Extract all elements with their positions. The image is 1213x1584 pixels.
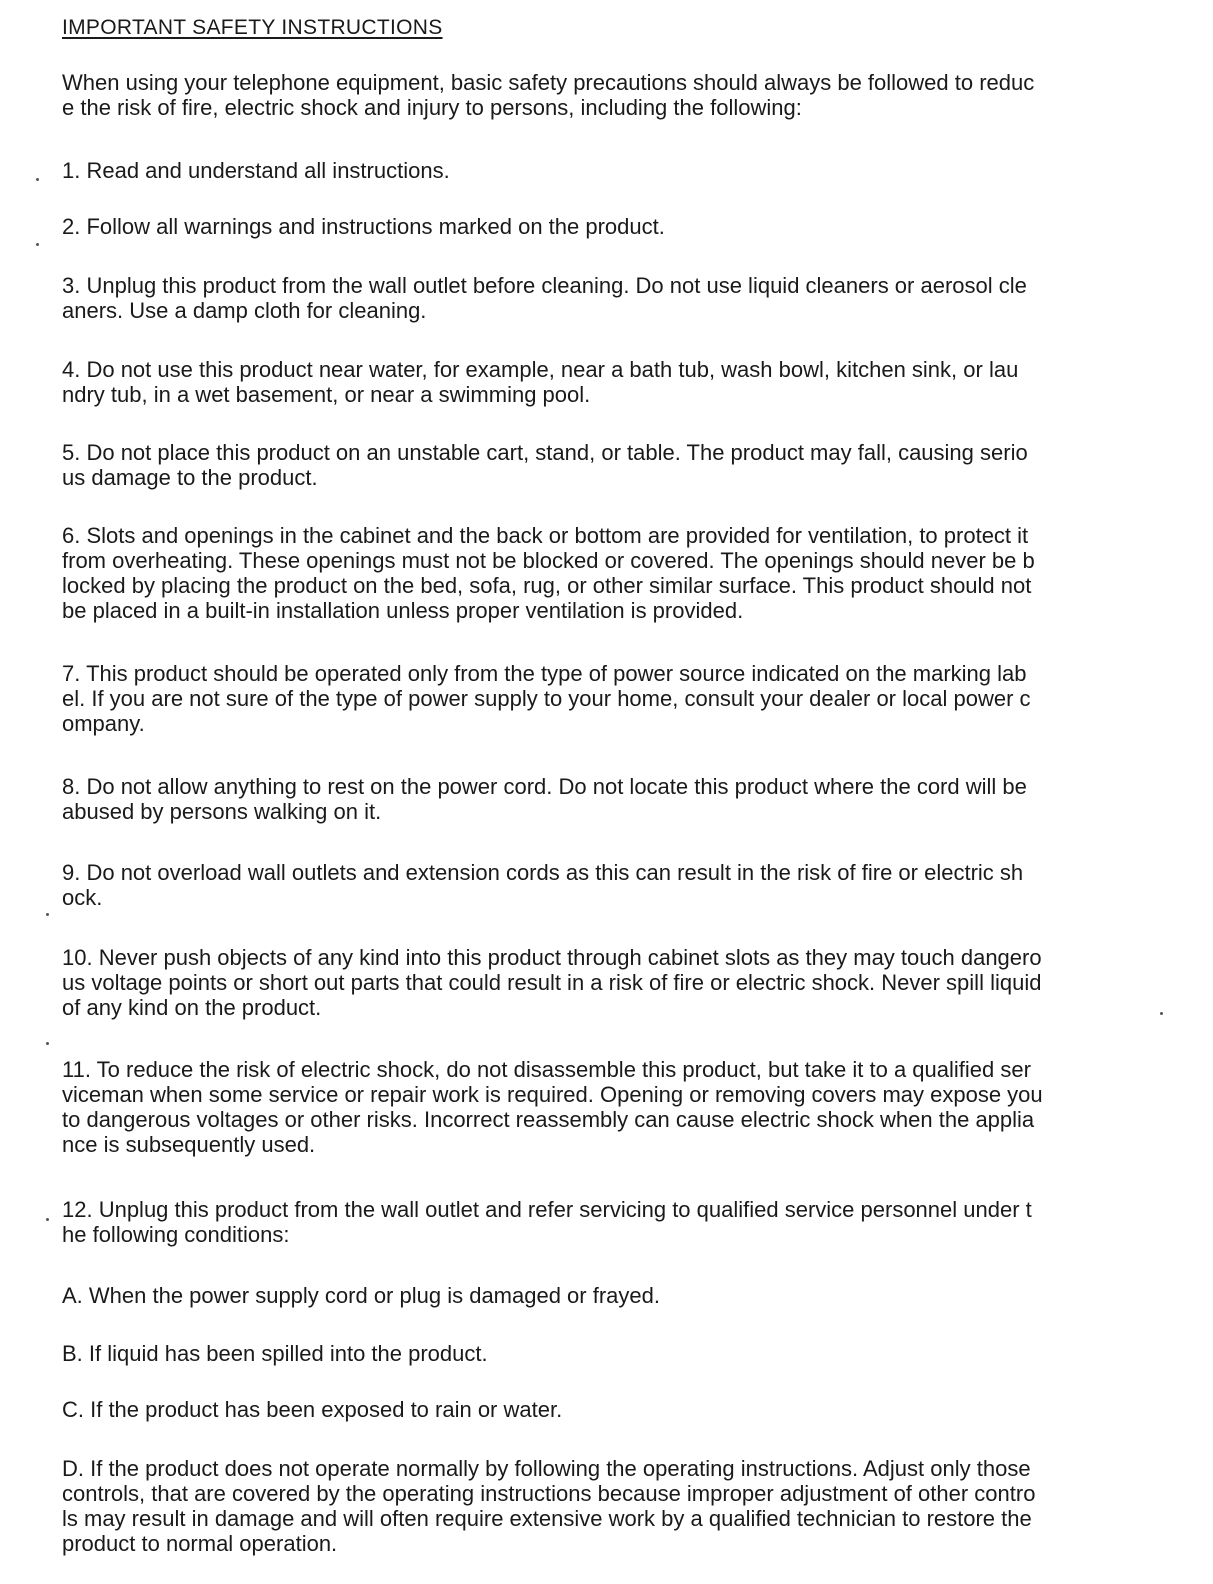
item-line: ls may result in damage and will often require extensive work by a qualified technician to restore the: [62, 1506, 1032, 1531]
item-line: 12. Unplug this product from the wall outlet and refer servicing to qualified service personnel under t: [62, 1197, 1032, 1222]
item-line: 8. Do not allow anything to rest on the power cord. Do not locate this product where the cord will be: [62, 774, 1027, 799]
intro-line: e the risk of fire, electric shock and injury to persons, including the following:: [62, 95, 802, 120]
item-line: from overheating. These openings must not be blocked or covered. The openings should never be b: [62, 548, 1035, 573]
item-line: ompany.: [62, 711, 145, 736]
item-line: nce is subsequently used.: [62, 1132, 316, 1157]
instruction-item-9: [62, 860, 1147, 910]
condition-c: [62, 1397, 1147, 1422]
item-line: 11. To reduce the risk of electric shock, do not disassemble this product, but take it to a qualified ser: [62, 1057, 1031, 1082]
instruction-item-6: [62, 523, 1147, 623]
scan-speck: [1160, 1012, 1163, 1015]
item-line: aners. Use a damp cloth for cleaning.: [62, 298, 427, 323]
item-line: 4. Do not use this product near water, for example, near a bath tub, wash bowl, kitchen sink, or lau: [62, 357, 1019, 382]
item-line: 3. Unplug this product from the wall outlet before cleaning. Do not use liquid cleaners or aerosol cle: [62, 273, 1027, 298]
item-line: us voltage points or short out parts that could result in a risk of fire or electric shock. Never spill liquid: [62, 970, 1042, 995]
item-line: ock.: [62, 885, 103, 910]
instruction-item-8: [62, 774, 1147, 824]
scan-speck: [46, 1218, 49, 1221]
instruction-item-11: [62, 1057, 1147, 1157]
document-title: IMPORTANT SAFETY INSTRUCTIONS: [62, 16, 443, 39]
item-line: be placed in a built-in installation unless proper ventilation is provided.: [62, 598, 744, 623]
item-line: us damage to the product.: [62, 465, 318, 490]
condition-d: [62, 1456, 1147, 1556]
item-line: C. If the product has been exposed to rain or water.: [62, 1397, 563, 1422]
item-line: controls, that are covered by the operating instructions because improper adjustment of other contro: [62, 1481, 1036, 1506]
instruction-item-4: [62, 357, 1147, 407]
instruction-item-7: [62, 661, 1147, 736]
item-line: 9. Do not overload wall outlets and extension cords as this can result in the risk of fire or electric sh: [62, 860, 1024, 885]
item-line: abused by persons walking on it.: [62, 799, 382, 824]
item-line: he following conditions:: [62, 1222, 290, 1247]
item-line: B. If liquid has been spilled into the product.: [62, 1341, 488, 1366]
item-line: 5. Do not place this product on an unstable cart, stand, or table. The product may fall, causing serio: [62, 440, 1028, 465]
item-line: D. If the product does not operate normally by following the operating instructions. Adjust only those: [62, 1456, 1031, 1481]
scan-speck: [36, 178, 39, 181]
instruction-item-10: [62, 945, 1147, 1020]
item-line: of any kind on the product.: [62, 995, 322, 1020]
instruction-item-2: [62, 214, 1147, 239]
item-line: viceman when some service or repair work is required. Opening or removing covers may expose you: [62, 1082, 1043, 1107]
item-line: ndry tub, in a wet basement, or near a swimming pool.: [62, 382, 591, 407]
condition-a: [62, 1283, 1147, 1308]
item-line: to dangerous voltages or other risks. Incorrect reassembly can cause electric shock when the applia: [62, 1107, 1035, 1132]
item-line: locked by placing the product on the bed, sofa, rug, or other similar surface. This product should not: [62, 573, 1032, 598]
item-line: 2. Follow all warnings and instructions marked on the product.: [62, 214, 665, 239]
condition-b: [62, 1341, 1147, 1366]
instruction-item-3: [62, 273, 1147, 323]
item-line: A. When the power supply cord or plug is damaged or frayed.: [62, 1283, 660, 1308]
item-line: 6. Slots and openings in the cabinet and the back or bottom are provided for ventilation, to protect it: [62, 523, 1029, 548]
instruction-item-12: [62, 1197, 1147, 1247]
item-line: el. If you are not sure of the type of power supply to your home, consult your dealer or local power c: [62, 686, 1031, 711]
item-line: 1. Read and understand all instructions.: [62, 158, 450, 183]
scan-speck: [46, 1042, 49, 1045]
instruction-item-1: [62, 158, 1147, 183]
scan-speck: [46, 913, 49, 916]
intro-paragraph: [62, 70, 1147, 120]
intro-line: When using your telephone equipment, basic safety precautions should always be followed to reduc: [62, 70, 1035, 95]
scan-speck: [36, 243, 39, 246]
item-line: 7. This product should be operated only from the type of power source indicated on the marking lab: [62, 661, 1027, 686]
item-line: 10. Never push objects of any kind into this product through cabinet slots as they may touch dangero: [62, 945, 1042, 970]
item-line: product to normal operation.: [62, 1531, 338, 1556]
instruction-item-5: [62, 440, 1147, 490]
